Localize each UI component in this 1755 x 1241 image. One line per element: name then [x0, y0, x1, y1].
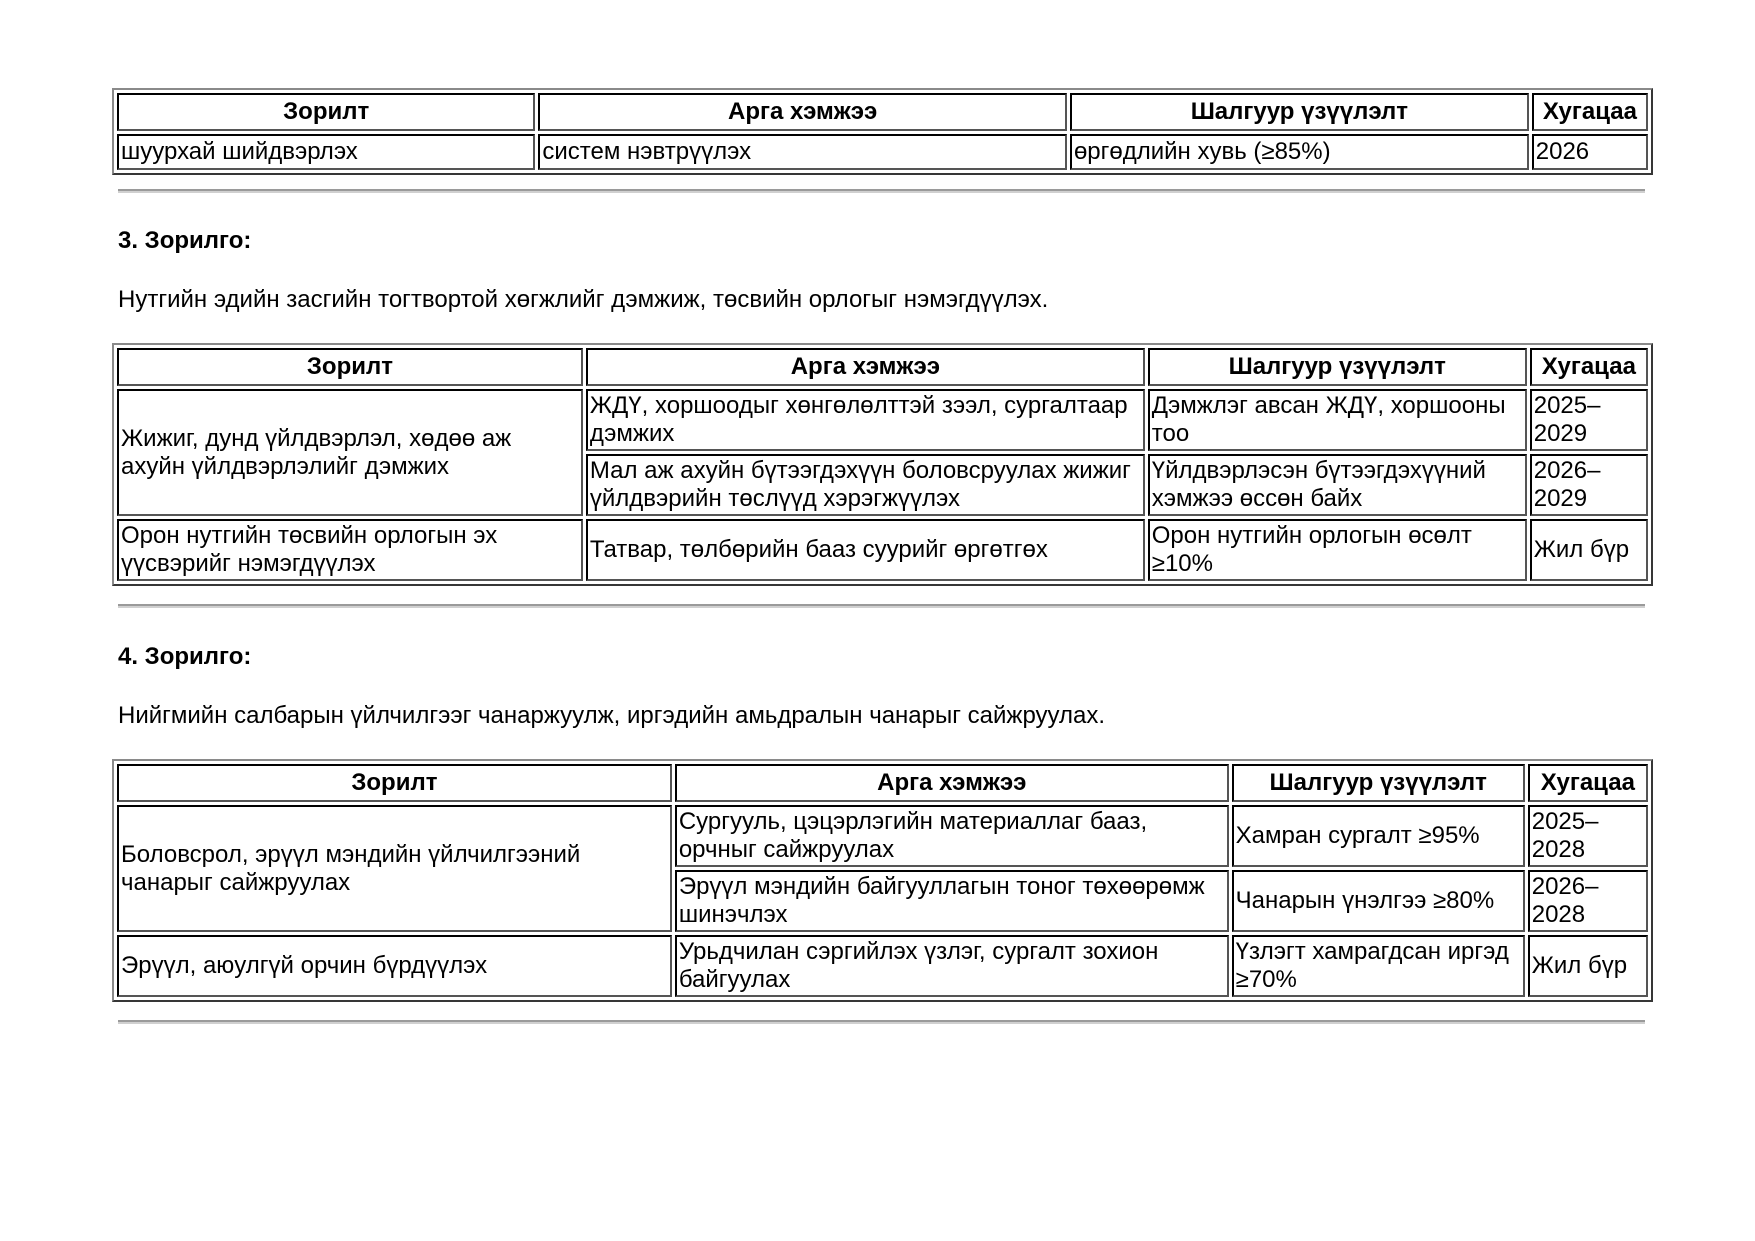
table-header-row	[117, 93, 1648, 131]
cell-indicator: Үзлэгт хамрагдсан иргэд ≥70%	[1232, 935, 1525, 997]
cell-period: 2026	[1532, 134, 1648, 170]
cell-indicator: өргөдлийн хувь (≥85%)	[1070, 134, 1529, 170]
goal-2-table	[112, 88, 1653, 175]
cell-period: 2025–2028	[1528, 805, 1648, 867]
table-row	[117, 389, 1648, 451]
section-divider	[118, 189, 1645, 193]
cell-measure: Эрүүл мэндийн байгууллагын тоног төхөөрөмж шинэчлэх	[675, 870, 1229, 932]
cell-period: Жил бүр	[1530, 519, 1648, 581]
cell-goal: Эрүүл, аюулгүй орчин бүрдүүлэх	[117, 935, 672, 997]
cell-period: 2026–2029	[1530, 454, 1648, 516]
table-row	[117, 134, 1648, 170]
col-header-measure: Арга хэмжээ	[538, 93, 1067, 131]
cell-indicator: Үйлдвэрлэсэн бүтээгдэхүүний хэмжээ өссөн байх	[1148, 454, 1527, 516]
cell-measure: Сургууль, цэцэрлэгийн материаллаг бааз, орчныг сайжруулах	[675, 805, 1229, 867]
table-row	[117, 805, 1648, 867]
cell-indicator: Орон нутгийн орлогын өсөлт ≥10%	[1148, 519, 1527, 581]
goal-4-table	[112, 759, 1653, 1002]
section-3-description: Нутгийн эдийн засгийн тогтвортой хөгжлийг дэмжиж, төсвийн орлогыг нэмэгдүүлэх.	[118, 286, 1049, 313]
cell-indicator: Дэмжлэг авсан ЖДҮ, хоршооны тоо	[1148, 389, 1527, 451]
table-header-row	[117, 348, 1648, 386]
section-divider	[118, 604, 1645, 608]
cell-measure: систем нэвтрүүлэх	[538, 134, 1067, 170]
col-header-indicator: Шалгуур үзүүлэлт	[1232, 764, 1525, 802]
cell-indicator: Хамран сургалт ≥95%	[1232, 805, 1525, 867]
col-header-goal: Зорилт	[117, 348, 583, 386]
cell-period: 2026–2028	[1528, 870, 1648, 932]
col-header-period: Хугацаа	[1532, 93, 1648, 131]
col-header-indicator: Шалгуур үзүүлэлт	[1070, 93, 1529, 131]
cell-goal: Орон нутгийн төсвийн орлогын эх үүсвэрийг нэмэгдүүлэх	[117, 519, 583, 581]
col-header-goal: Зорилт	[117, 764, 672, 802]
table-row	[117, 935, 1648, 997]
table-row	[117, 519, 1648, 581]
col-header-goal: Зорилт	[117, 93, 535, 131]
table-header-row	[117, 764, 1648, 802]
cell-measure: Мал аж ахуйн бүтээгдэхүүн боловсруулах жижиг үйлдвэрийн төслүүд хэрэгжүүлэх	[586, 454, 1145, 516]
col-header-measure: Арга хэмжээ	[675, 764, 1229, 802]
cell-goal: Жижиг, дунд үйлдвэрлэл, хөдөө аж ахуйн үйлдвэрлэлийг дэмжих	[117, 389, 583, 516]
section-3-heading: 3. Зорилго:	[118, 227, 252, 254]
cell-measure: ЖДҮ, хоршоодыг хөнгөлөлттэй зээл, сургалтаар дэмжих	[586, 389, 1145, 451]
cell-measure: Урьдчилан сэргийлэх үзлэг, сургалт зохион байгуулах	[675, 935, 1229, 997]
goal-3-table	[112, 343, 1653, 586]
col-header-period: Хугацаа	[1530, 348, 1648, 386]
cell-goal: шуурхай шийдвэрлэх	[117, 134, 535, 170]
cell-period: 2025–2029	[1530, 389, 1648, 451]
section-4-heading: 4. Зорилго:	[118, 643, 252, 670]
col-header-measure: Арга хэмжээ	[586, 348, 1145, 386]
col-header-period: Хугацаа	[1528, 764, 1648, 802]
cell-goal: Боловсрол, эрүүл мэндийн үйлчилгээний чанарыг сайжруулах	[117, 805, 672, 932]
cell-measure: Татвар, төлбөрийн бааз суурийг өргөтгөх	[586, 519, 1145, 581]
cell-period: Жил бүр	[1528, 935, 1648, 997]
col-header-indicator: Шалгуур үзүүлэлт	[1148, 348, 1527, 386]
cell-indicator: Чанарын үнэлгээ ≥80%	[1232, 870, 1525, 932]
section-4-description: Нийгмийн салбарын үйлчилгээг чанаржуулж, иргэдийн амьдралын чанарыг сайжруулах.	[118, 702, 1106, 729]
section-divider	[118, 1020, 1645, 1024]
